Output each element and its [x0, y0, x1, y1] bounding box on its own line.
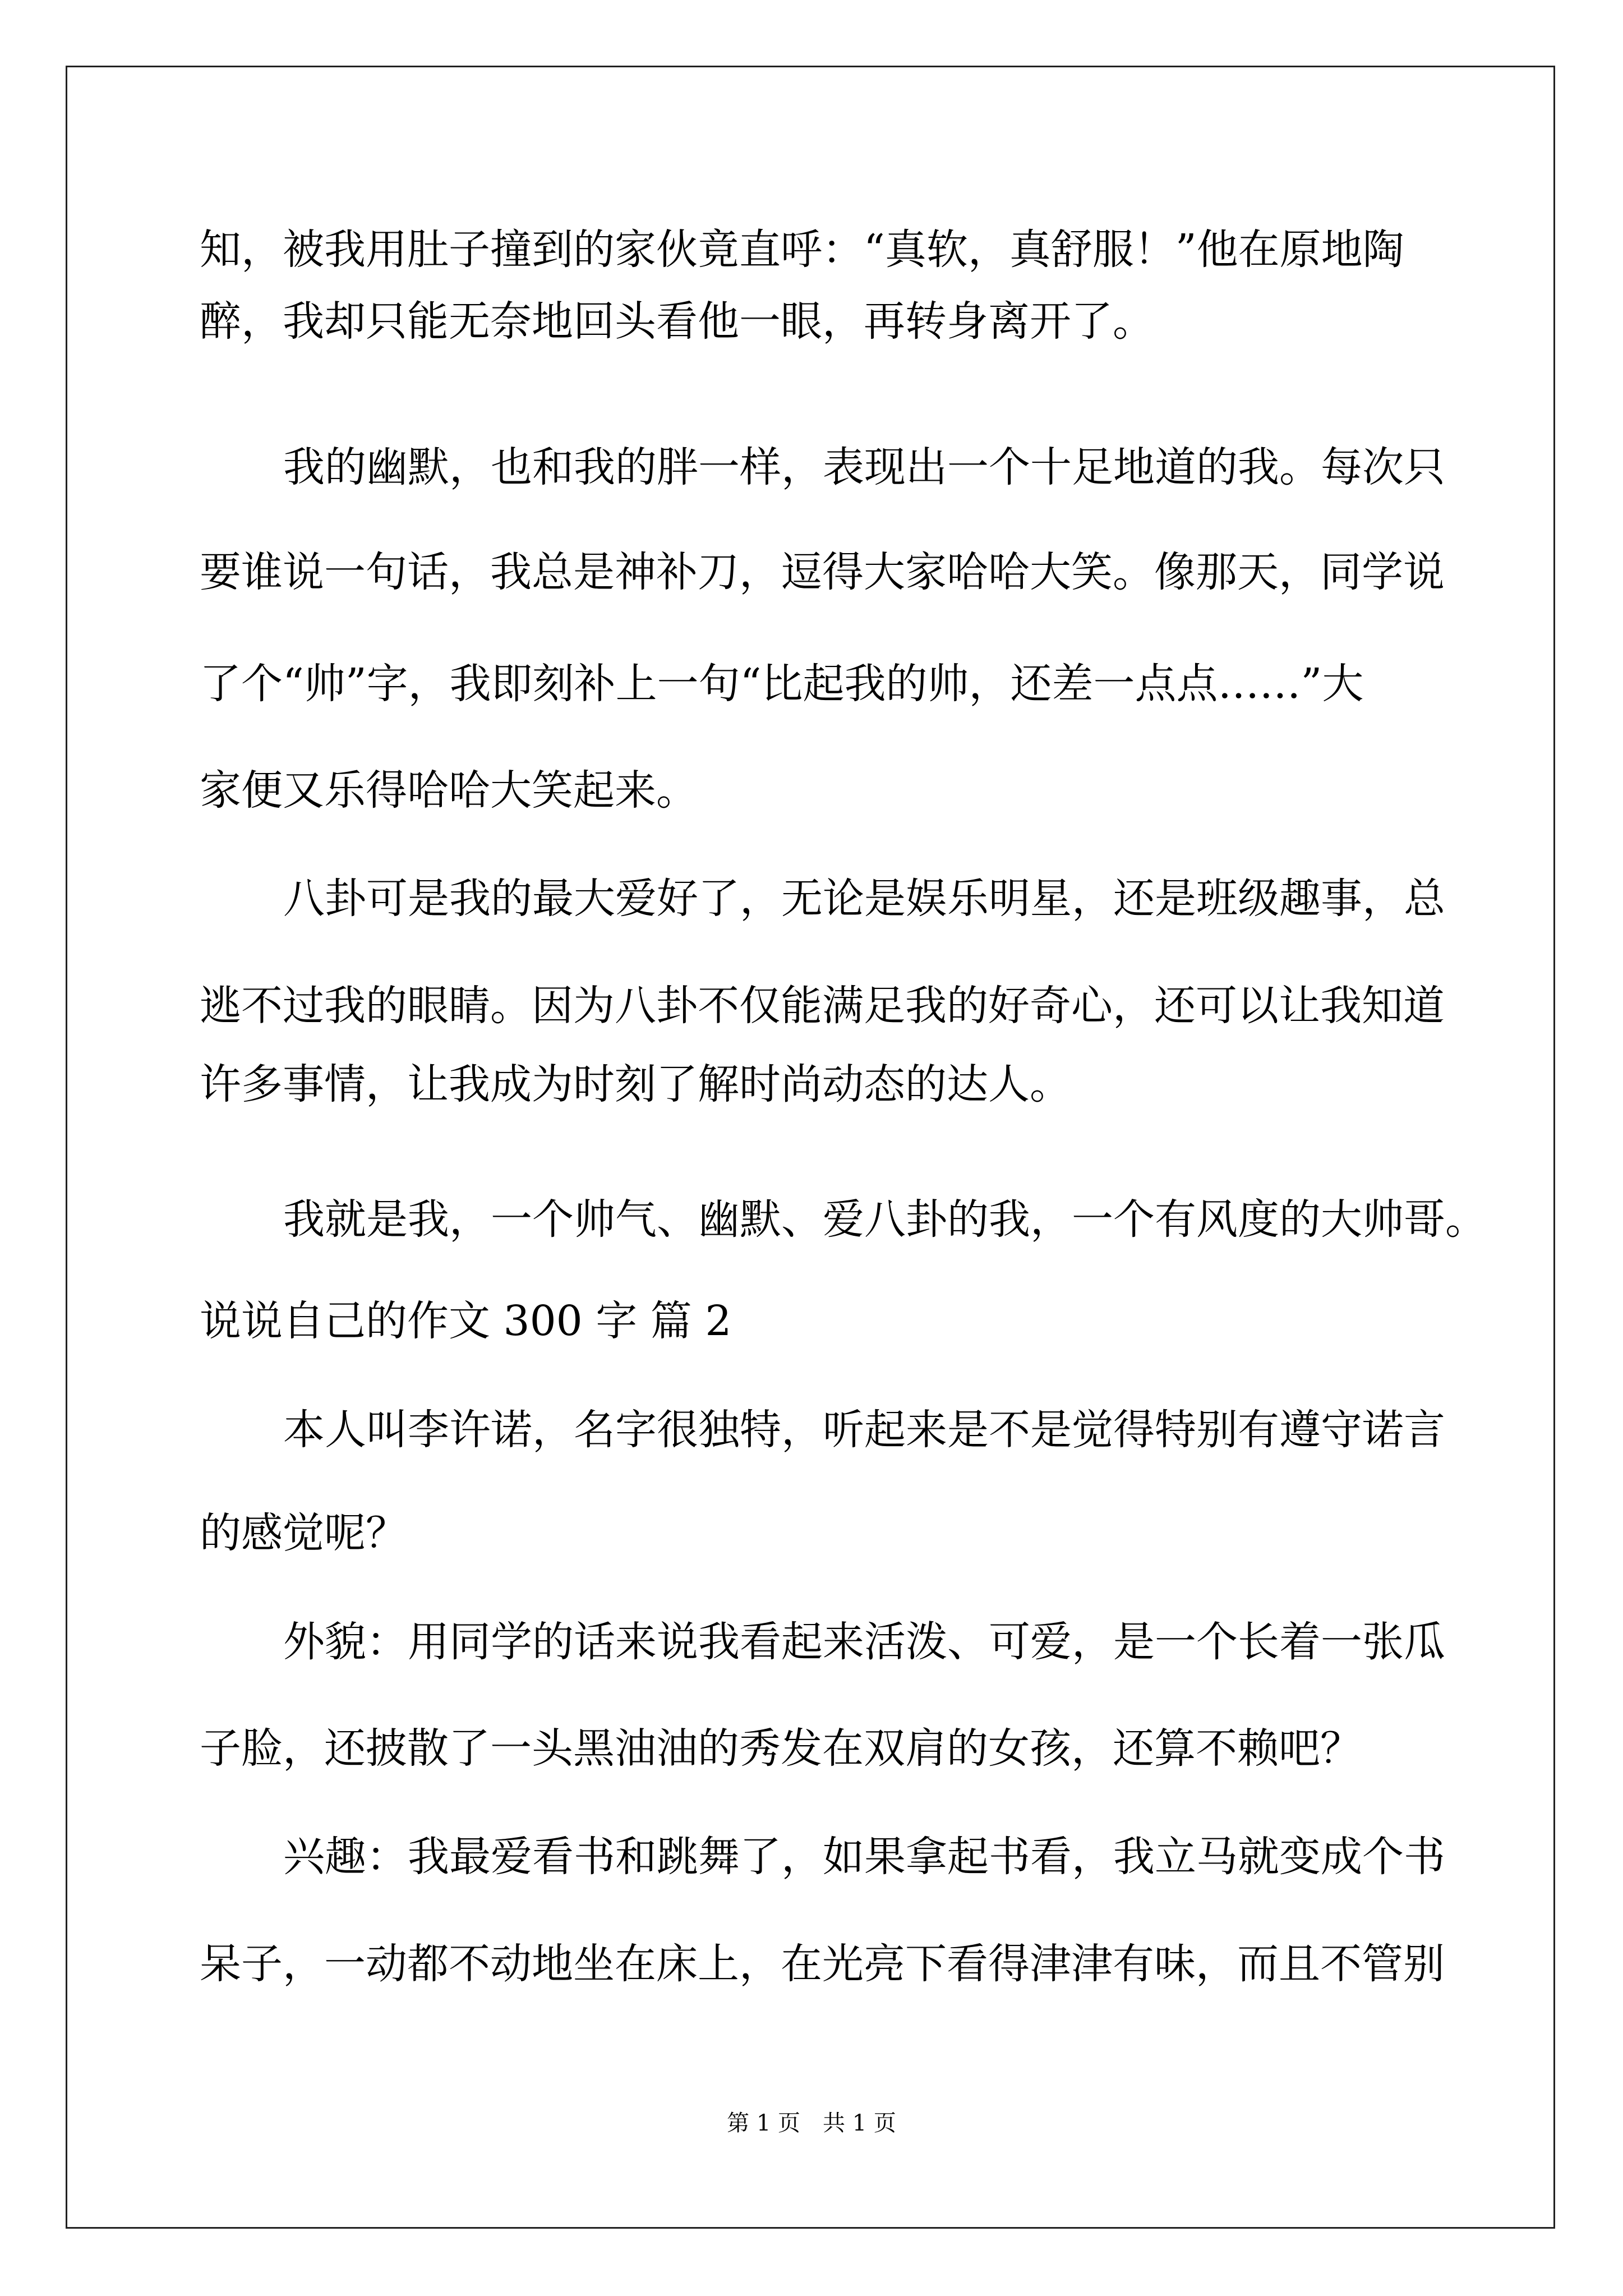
text-line: 了个“帅”字，我即刻补上一句“比起我的帅，还差一点点……”大 [200, 660, 1364, 708]
text-line: 家便又乐得哈哈大笑起来。 [200, 766, 698, 815]
paragraph-start: 八卦可是我的最大爱好了，无论是娱乐明星，还是班级趣事，总 [283, 875, 1445, 923]
text-line: 知，被我用肚子撞到的家伙竟直呼：“真软，真舒服！”他在原地陶 [200, 226, 1404, 274]
text-line: 要谁说一句话，我总是神补刀，逗得大家哈哈大笑。像那天，同学说 [200, 548, 1445, 596]
text-line: 呆子，一动都不动地坐在床上，在光亮下看得津津有味，而且不管别 [200, 1940, 1445, 1988]
paragraph-start: 我的幽默，也和我的胖一样，表现出一个十足地道的我。每次只 [283, 443, 1445, 491]
page-footer: 第 1 页 共 1 页 [727, 2110, 896, 2136]
text-line: 许多事情，让我成为时刻了解时尚动态的达人。 [200, 1060, 1071, 1108]
section-heading: 说说自己的作文 300 字 篇 2 [200, 1297, 732, 1345]
text-line: 醉，我却只能无奈地回头看他一眼，再转身离开了。 [200, 297, 1154, 346]
text-line: 子脸，还披散了一头黑油油的秀发在双肩的女孩，还算不赖吧？ [200, 1724, 1362, 1773]
text-line: 逃不过我的眼睛。因为八卦不仅能满足我的好奇心，还可以让我知道 [200, 982, 1445, 1030]
page-border [66, 66, 1555, 2229]
paragraph-start: 我就是我，一个帅气、幽默、爱八卦的我，一个有风度的大帅哥。 [283, 1195, 1487, 1244]
paragraph-start: 外貌：用同学的话来说我看起来活泼、可爱，是一个长着一张瓜 [283, 1618, 1445, 1666]
paragraph-start: 兴趣：我最爱看书和跳舞了，如果拿起书看，我立马就变成个书 [283, 1833, 1445, 1881]
text-line: 的感觉呢？ [200, 1509, 407, 1557]
paragraph-start: 本人叫李许诺，名字很独特，听起来是不是觉得特别有遵守诺言 [283, 1406, 1445, 1454]
